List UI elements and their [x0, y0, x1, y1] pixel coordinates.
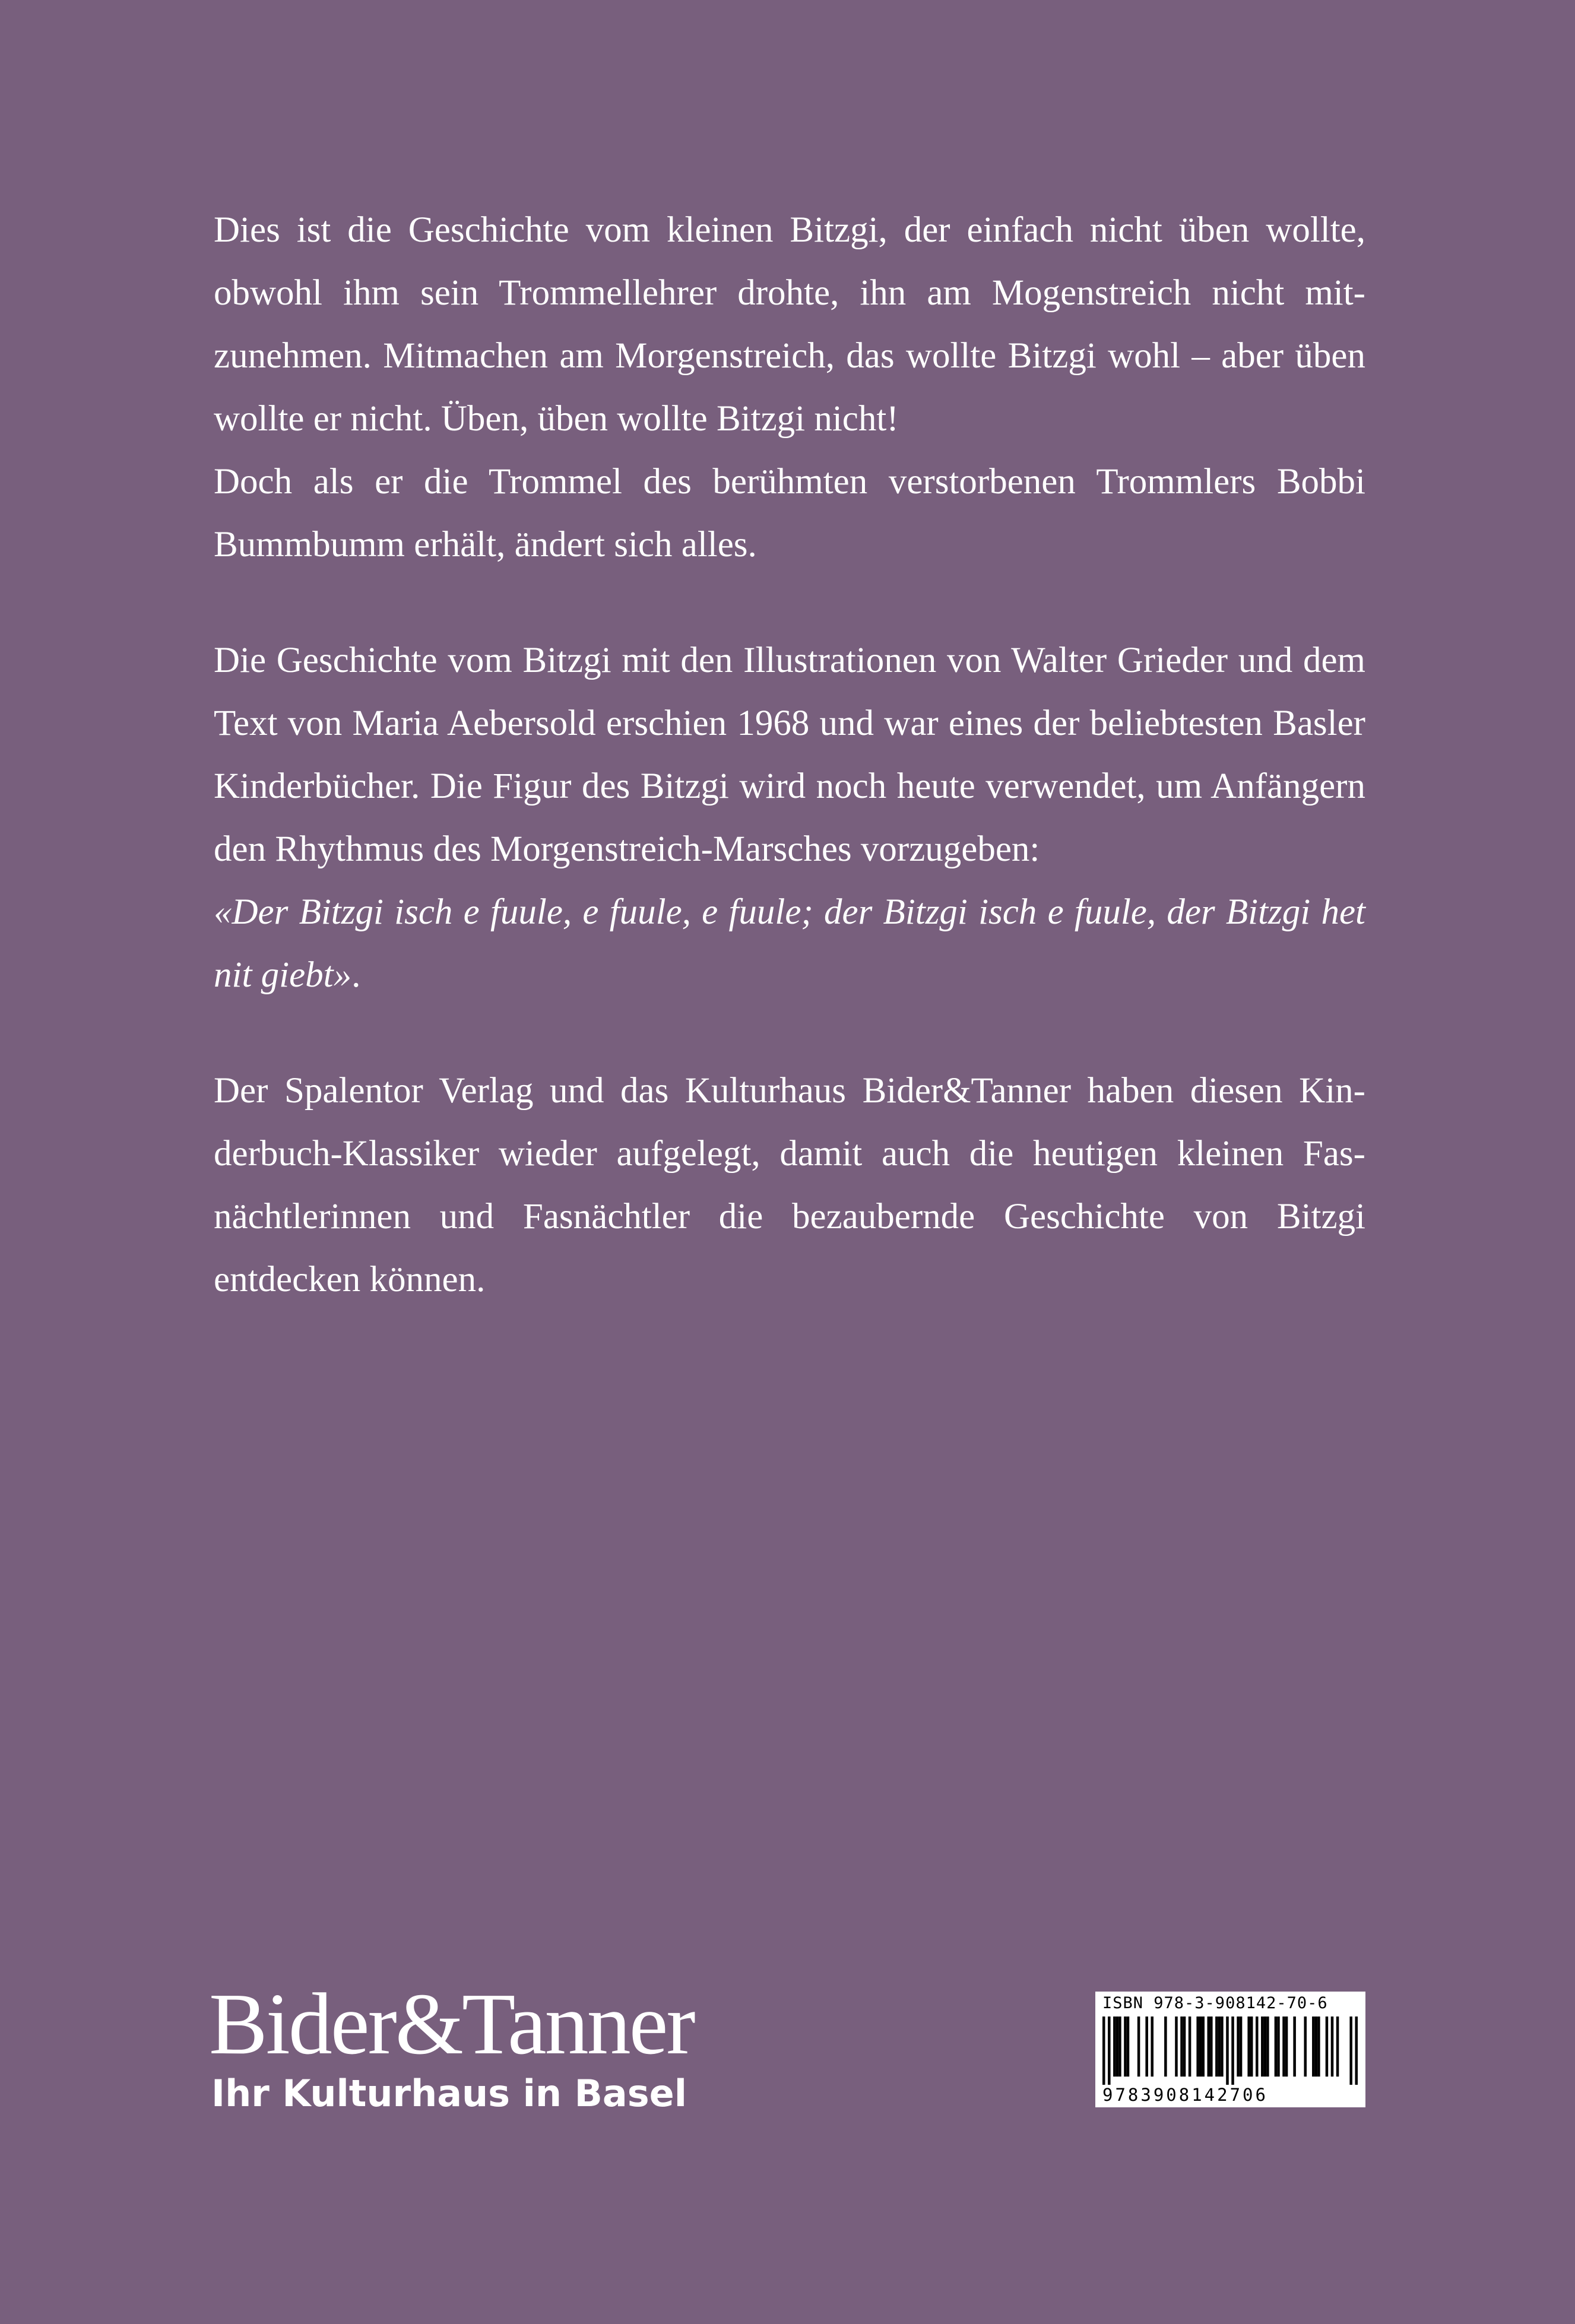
barcode-bar — [1189, 2017, 1191, 2076]
barcode-bar — [1331, 2017, 1334, 2076]
barcode-bar — [1221, 2017, 1224, 2076]
ean-digits: 9783908142706 — [1102, 2085, 1268, 2105]
quote-end-punctuation: . — [351, 955, 361, 995]
barcode-bar — [1304, 2017, 1307, 2076]
barcode-bar — [1261, 2017, 1264, 2076]
barcode-bar — [1282, 2017, 1285, 2076]
barcode-bar — [1145, 2017, 1148, 2076]
logo-name: Bider&Tanner — [209, 1976, 694, 2073]
barcode-bar — [1113, 2017, 1116, 2076]
barcode-bar — [1102, 2017, 1105, 2085]
barcode-bar — [1326, 2017, 1329, 2076]
barcode-bar — [1275, 2017, 1278, 2076]
barcode-bar — [1208, 2017, 1210, 2076]
barcode-bar — [1312, 2017, 1315, 2076]
barcode-bar — [1215, 2017, 1218, 2076]
barcode-bar — [1218, 2017, 1221, 2076]
barcode-bar — [1247, 2017, 1250, 2076]
barcode-bar — [1285, 2017, 1288, 2076]
description-text-1a: Dies ist die Geschichte vom kleinen Bitzgi, der einfach nicht üben wollte, obwohl ihm sein Trommellehrer drohte, ihn am Mogenstreich nicht mitzunehmen. Mitmachen am Morgenstreich, das wollte Bitzgi wohl – aber üben wollte er nicht. Üben, üben wollte Bitzgi nicht! — [214, 210, 1365, 439]
bitzgi-rhyme-quote: «Der Bitzgi isch e fuule, e fuule, e fuule; der Bitzgi isch e fuule, der Bitzgi het nit giebt» — [214, 892, 1365, 995]
description-text-1b: Doch als er die Trommel des berühmten verstorbenen Trommlers Bobbi Bummbumm erhält, ändert sich alles. — [214, 462, 1365, 565]
description-paragraph-3 — [214, 1060, 1365, 1311]
description-text-2 — [214, 629, 1365, 1007]
description-text-3: Der Spalentor Verlag und das Kulturhaus Bider&Tanner haben diesen Kinderbuch-Klassiker wieder aufgelegt, damit auch die heutigen kleinen Fasnächtlerinnen und Fasnächtler die bezaubernde Geschichte von Bitzgi entdecken können. — [214, 1071, 1365, 1299]
barcode-bar — [1118, 2017, 1121, 2076]
barcode-bar — [1355, 2017, 1358, 2085]
barcode-bars — [1102, 2017, 1358, 2085]
barcode-bar — [1315, 2017, 1318, 2076]
barcode-bar — [1264, 2017, 1267, 2076]
barcode-bar — [1116, 2017, 1119, 2076]
barcode-bar — [1202, 2017, 1205, 2076]
barcode-bar — [1196, 2017, 1199, 2076]
description-paragraph-1 — [214, 199, 1365, 576]
barcode-bar — [1293, 2017, 1296, 2076]
barcode-bar — [1237, 2017, 1240, 2076]
barcode-bar — [1127, 2017, 1130, 2076]
barcode-bar — [1210, 2017, 1213, 2076]
barcode-bar — [1226, 2017, 1229, 2085]
barcode-bar — [1183, 2017, 1186, 2076]
barcode-bar — [1256, 2017, 1259, 2076]
logo-tagline: Ihr Kulturhaus in Basel — [211, 2072, 687, 2115]
barcode-bar — [1317, 2017, 1320, 2076]
barcode-bar — [1349, 2017, 1352, 2085]
barcode-bar — [1199, 2017, 1202, 2076]
isbn-label: ISBN 978-3-908142-70-6 — [1102, 1994, 1328, 2012]
barcode-bar — [1108, 2017, 1111, 2085]
barcode-bar — [1180, 2017, 1183, 2076]
barcode-bar — [1175, 2017, 1178, 2076]
barcode-bar — [1231, 2017, 1234, 2085]
history-text: Die Geschichte vom Bitzgi mit den Illustrationen von Walter Grieder und dem Text von Maria Aebersold erschien 1968 und war eines der beliebtesten Basler Kinderbücher. Die Figur des Bitzgi wird noch heute verwendet, um Anfängern den Rhythmus des Morgenstreich-Marsches vorzugeben: — [214, 641, 1365, 869]
barcode-bar — [1164, 2017, 1167, 2076]
barcode-bar — [1266, 2017, 1269, 2076]
barcode-bar — [1151, 2017, 1153, 2076]
description-paragraph-2 — [214, 629, 1365, 1007]
barcode-bar — [1250, 2017, 1253, 2076]
barcode-bar — [1277, 2017, 1280, 2076]
barcode-bar — [1240, 2017, 1243, 2076]
barcode-bar — [1124, 2017, 1127, 2076]
barcode-bar — [1137, 2017, 1140, 2076]
isbn-barcode — [1095, 1992, 1365, 2107]
publisher-logo — [209, 1976, 694, 2115]
barcode-bar — [1336, 2017, 1339, 2076]
